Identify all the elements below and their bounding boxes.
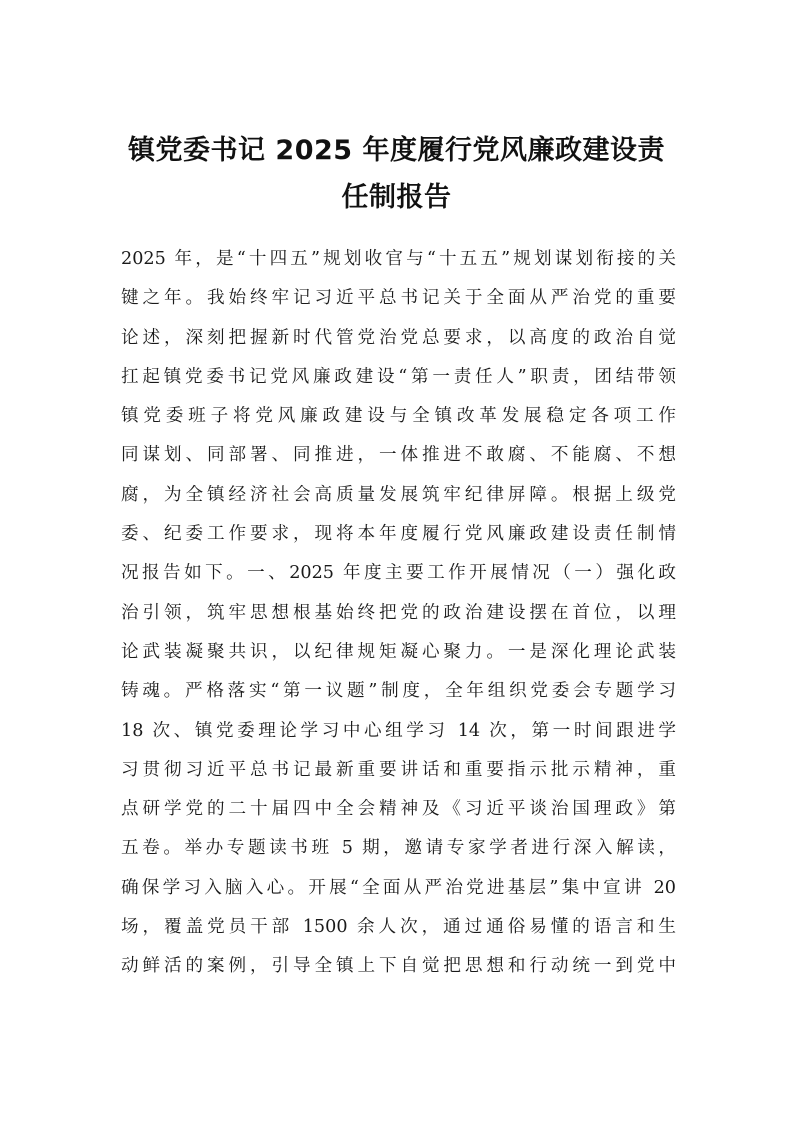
- body-line: 18 次、镇党委理论学习中心组学习 14 次，第一时间跟进学: [121, 720, 676, 741]
- document-title-line-1: 镇党委书记 2025 年度履行党风廉政建设责: [128, 135, 665, 166]
- body-line: 镇党委班子将党风廉政建设与全镇改革发展稳定各项工作: [121, 406, 676, 427]
- body-line: 2025 年，是“十四五”规划收官与“十五五”规划谋划衔接的关: [121, 249, 676, 269]
- body-line: 扛起镇党委书记党风廉政建设“第一责任人”职责，团结带领: [121, 366, 676, 387]
- body-line: 腐，为全镇经济社会高质量发展筑牢纪律屏障。根据上级党: [121, 484, 676, 505]
- document-body: [121, 240, 676, 987]
- body-line: 动鲜活的案例，引导全镇上下自觉把思想和行动统一到党中: [121, 956, 676, 977]
- body-line: 论述，深刻把握新时代管党治党总要求，以高度的政治自觉: [121, 327, 676, 348]
- document-title-line-2: 任制报告: [341, 182, 452, 213]
- body-line: 点研学党的二十届四中全会精神及《习近平谈治国理政》第: [121, 799, 676, 820]
- body-line: 五卷。举办专题读书班 5 期，邀请专家学者进行深入解读，: [121, 838, 676, 859]
- body-line: 习贯彻习近平总书记最新重要讲话和重要指示批示精神，重: [121, 759, 676, 780]
- body-line: 论武装凝聚共识，以纪律规矩凝心聚力。一是深化理论武装: [121, 641, 676, 662]
- body-line: 治引领，筑牢思想根基始终把党的政治建设摆在首位，以理: [121, 602, 676, 623]
- body-line: 铸魂。严格落实“第一议题”制度，全年组织党委会专题学习: [121, 681, 676, 702]
- body-line: 同谋划、同部署、同推进，一体推进不敢腐、不能腐、不想: [121, 445, 676, 466]
- body-line: 确保学习入脑入心。开展“全面从严治党进基层”集中宣讲 20: [121, 877, 676, 898]
- body-line: 委、纪委工作要求，现将本年度履行党风廉政建设责任制情: [121, 524, 676, 545]
- body-line: 场，覆盖党员干部 1500 余人次，通过通俗易懂的语言和生: [121, 917, 676, 938]
- body-line: 况报告如下。一、2025 年度主要工作开展情况（一）强化政: [121, 563, 676, 584]
- body-line: 键之年。我始终牢记习近平总书记关于全面从严治党的重要: [121, 288, 676, 309]
